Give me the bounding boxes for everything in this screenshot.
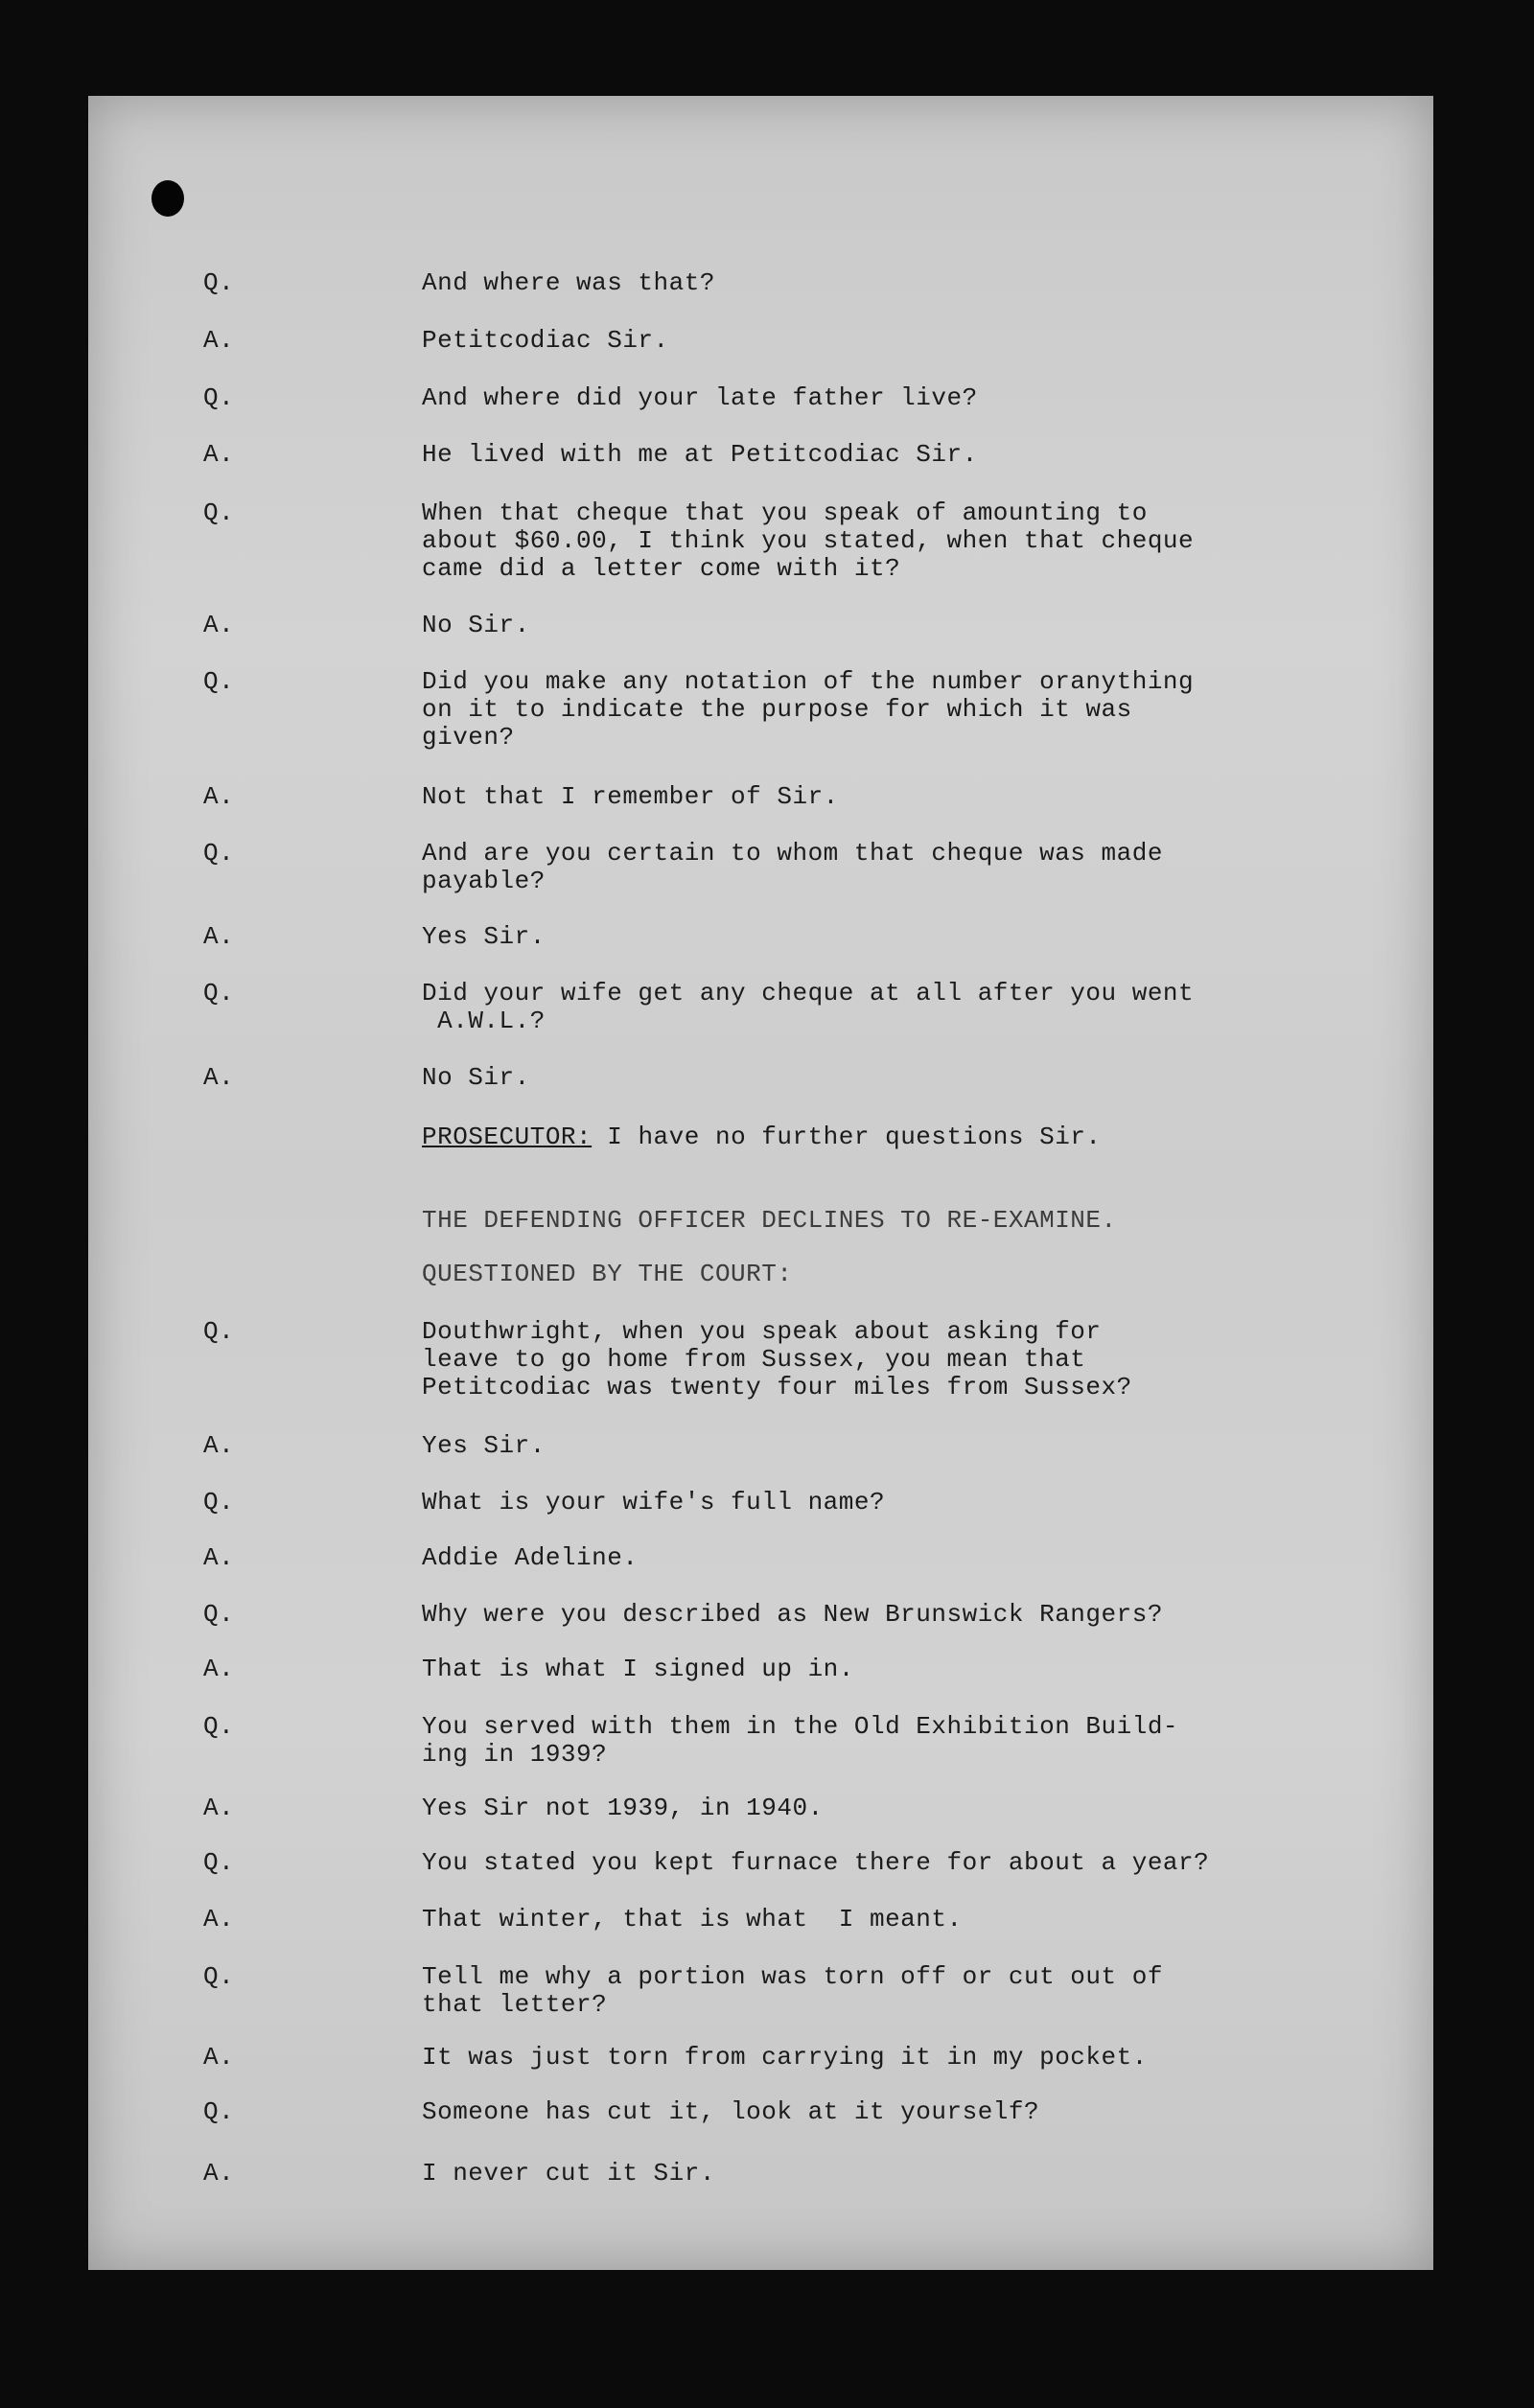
- speaker-label: Q.: [203, 667, 235, 696]
- speaker-label: A.: [203, 440, 235, 469]
- entry-text: It was just torn from carrying it in my pocket.: [422, 2043, 1148, 2072]
- entry-text: Petitcodiac Sir.: [422, 326, 669, 355]
- speaker-label: Q.: [203, 1962, 235, 1991]
- speaker-label: Q.: [203, 498, 235, 527]
- prosecutor-label: PROSECUTOR:: [422, 1123, 593, 1151]
- document-page: [88, 96, 1433, 2270]
- speaker-label: A.: [203, 1905, 235, 1933]
- entry-text: Yes Sir.: [422, 1431, 546, 1460]
- entry-text: And are you certain to whom that cheque was made payable?: [422, 839, 1163, 895]
- entry-text: Did you make any notation of the number oranything on it to indicate the purpose for which it was given?: [422, 667, 1195, 752]
- entry-text: That winter, that is what I meant.: [422, 1905, 963, 1933]
- speaker-label: A.: [203, 1431, 235, 1460]
- speaker-label: A.: [203, 2043, 235, 2072]
- entry-text: What is your wife's full name?: [422, 1488, 886, 1517]
- speaker-label: A.: [203, 2159, 235, 2188]
- speaker-label: Q.: [203, 383, 235, 412]
- entry-text: Yes Sir.: [422, 922, 546, 951]
- speaker-label: Q.: [203, 979, 235, 1007]
- speaker-label: Q.: [203, 1712, 235, 1741]
- speaker-label: Q.: [203, 1488, 235, 1517]
- entry-text: Douthwright, when you speak about asking for leave to go home from Sussex, you mean that Petitcodiac was twenty four miles from Sussex?: [422, 1317, 1132, 1401]
- speaker-label: A.: [203, 326, 235, 355]
- entry-text: That is what I signed up in.: [422, 1655, 854, 1683]
- speaker-label: A.: [203, 1655, 235, 1683]
- punch-hole: [151, 180, 184, 217]
- speaker-label: Q.: [203, 1317, 235, 1346]
- speaker-label: Q.: [203, 1600, 235, 1629]
- entry-text: Yes Sir not 1939, in 1940.: [422, 1794, 824, 1822]
- entry-text: He lived with me at Petitcodiac Sir.: [422, 440, 978, 469]
- speaker-label: A.: [203, 1794, 235, 1822]
- entry-text: You served with them in the Old Exhibition Build- ing in 1939?: [422, 1712, 1179, 1769]
- entry-text: Tell me why a portion was torn off or cut out of that letter?: [422, 1962, 1163, 2019]
- entry-text: Someone has cut it, look at it yourself?: [422, 2097, 1040, 2126]
- speaker-label: A.: [203, 922, 235, 951]
- speaker-label: Q.: [203, 2097, 235, 2126]
- entry-text: No Sir.: [422, 1063, 530, 1092]
- entry-text: No Sir.: [422, 611, 530, 639]
- entry-text: I never cut it Sir.: [422, 2159, 715, 2188]
- speaker-label: A.: [203, 1543, 235, 1572]
- speaker-label: Q.: [203, 839, 235, 868]
- entry-text: You stated you kept furnace there for about a year?: [422, 1848, 1210, 1877]
- entry-text: When that cheque that you speak of amounting to about $60.00, I think you stated, when that cheque came did a letter come with it?: [422, 498, 1195, 583]
- speaker-label: Q.: [203, 268, 235, 297]
- entry-text: Not that I remember of Sir.: [422, 782, 839, 811]
- entry-text: Why were you described as New Brunswick Rangers?: [422, 1600, 1163, 1629]
- entry-text: Addie Adeline.: [422, 1543, 639, 1572]
- entry-text: Did your wife get any cheque at all after you went A.W.L.?: [422, 979, 1195, 1035]
- speaker-label: Q.: [203, 1848, 235, 1877]
- prosecutor-text: I have no further questions Sir.: [592, 1123, 1102, 1151]
- speaker-label: A.: [203, 782, 235, 811]
- entry-text: And where did your late father live?: [422, 383, 978, 412]
- speaker-label: A.: [203, 1063, 235, 1092]
- entry-text: And where was that?: [422, 268, 715, 297]
- speaker-label: A.: [203, 611, 235, 639]
